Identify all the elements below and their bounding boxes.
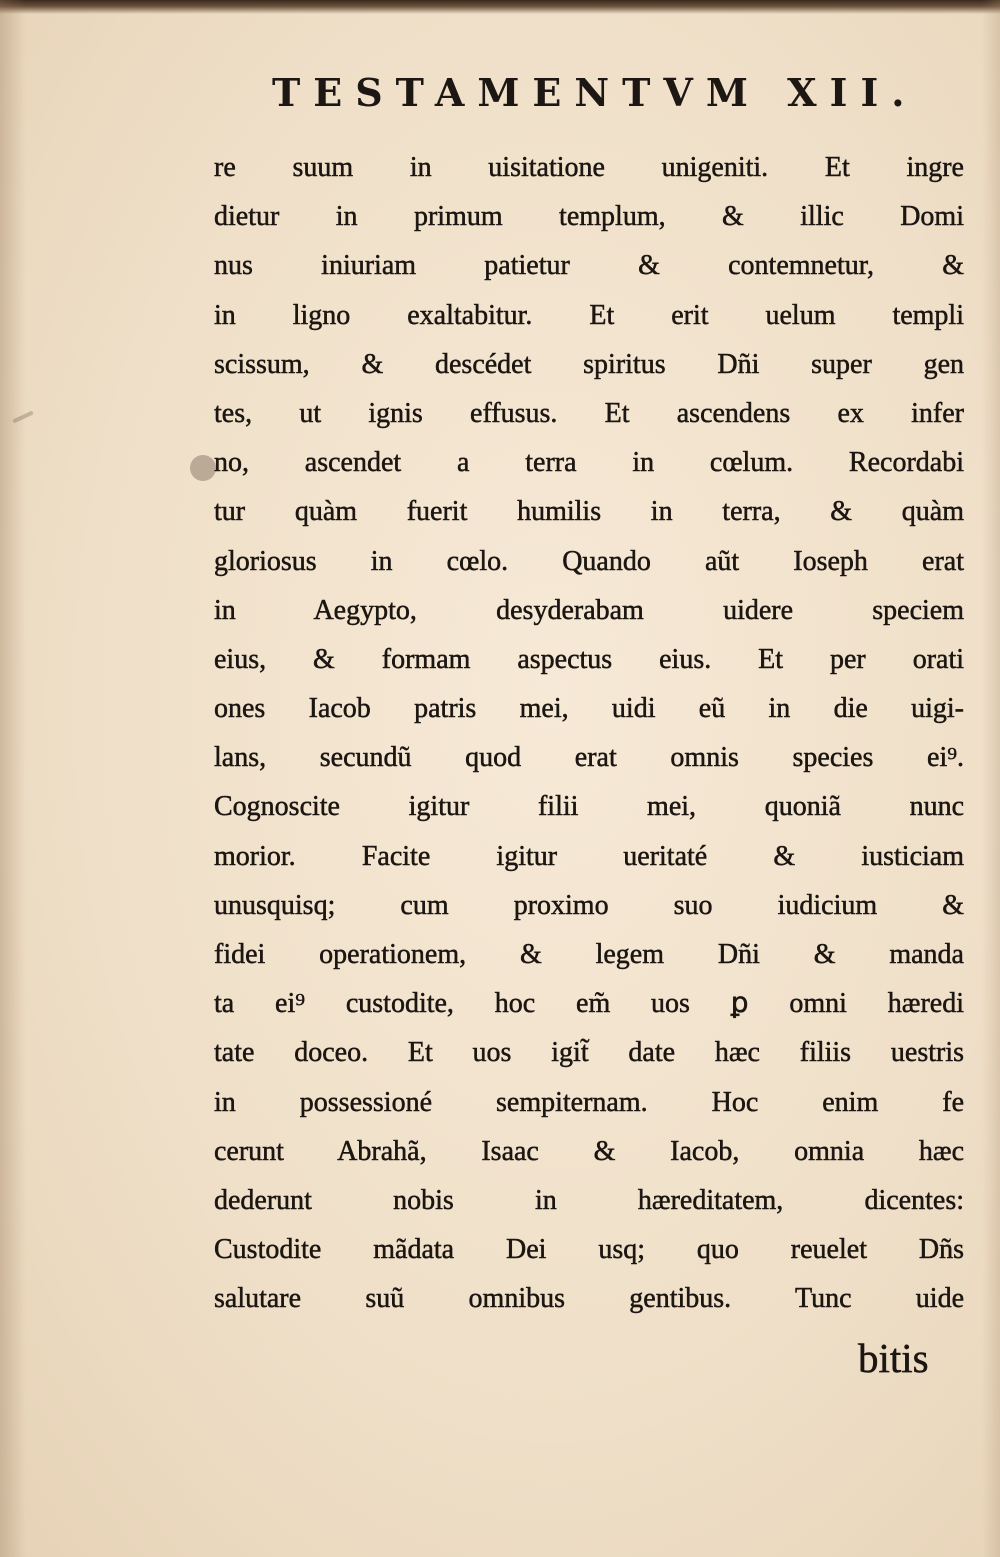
text-line: tate doceo. Et uos igit̃ date hæc filiis uestris	[214, 1037, 964, 1069]
catchword: bitis	[858, 1335, 929, 1381]
text-line: Custodite mãdata Dei usq; quo reuelet Dñs	[214, 1234, 964, 1266]
text-line: tur quàm fuerit humilis in terra, & quàm	[214, 496, 964, 528]
text-line: ta ei⁹ custodite, hoc em̃ uos ꝑ omni hæredi	[214, 988, 964, 1020]
page-fore-edge	[982, 0, 1000, 1557]
text-line: unusquisq; cum proximo suo iudicium &	[214, 889, 964, 921]
body-text	[214, 143, 964, 1324]
ink-stain	[190, 455, 216, 481]
text-line: in Aegypto, desyderabam uidere speciem	[214, 594, 964, 626]
text-line: scissum, & descédet spiritus Dñi super gen	[214, 348, 964, 380]
text-line: ones Iacob patris mei, uidi eũ in die uigi-	[214, 693, 964, 725]
text-line: no, ascendet a terra in cœlum. Recordabi	[214, 447, 964, 479]
text-line: gloriosus in cœlo. Quando aũt Ioseph erat	[214, 545, 964, 577]
text-line: cerunt Abrahã, Isaac & Iacob, omnia hæc	[214, 1135, 964, 1167]
text-line: in ligno exaltabitur. Et erit uelum templi	[214, 299, 964, 331]
text-line: in possessioné sempiternam. Hoc enim fe	[214, 1086, 964, 1118]
text-line: eius, & formam aspectus eius. Et per orati	[214, 643, 964, 675]
text-line: salutare suũ omnibus gentibus. Tunc uide	[214, 1283, 964, 1315]
text-line: tes, ut ignis effusus. Et ascendens ex infer	[214, 397, 964, 429]
text-line: fidei operationem, & legem Dñi & manda	[214, 939, 964, 970]
text-line: morior. Facite igitur ueritaté & iusticiam	[214, 840, 964, 872]
text-line: re suum in uisitatione unigeniti. Et ingre	[214, 152, 964, 183]
page-gutter-shadow	[0, 0, 26, 1557]
text-line: dietur in primum templum, & illic Domi	[214, 201, 964, 233]
text-line: nus iniuriam patietur & contemnetur, &	[214, 250, 964, 282]
text-line: dederunt nobis in hæreditatem, dicentes:	[214, 1184, 964, 1216]
text-line: lans, secundũ quod erat omnis species ei⁹.	[214, 742, 964, 774]
page-top-edge	[0, 0, 1000, 14]
running-head: TESTAMENTVM XII.	[272, 70, 918, 115]
text-line: Cognoscite igitur filii mei, quoniã nunc	[214, 791, 964, 823]
